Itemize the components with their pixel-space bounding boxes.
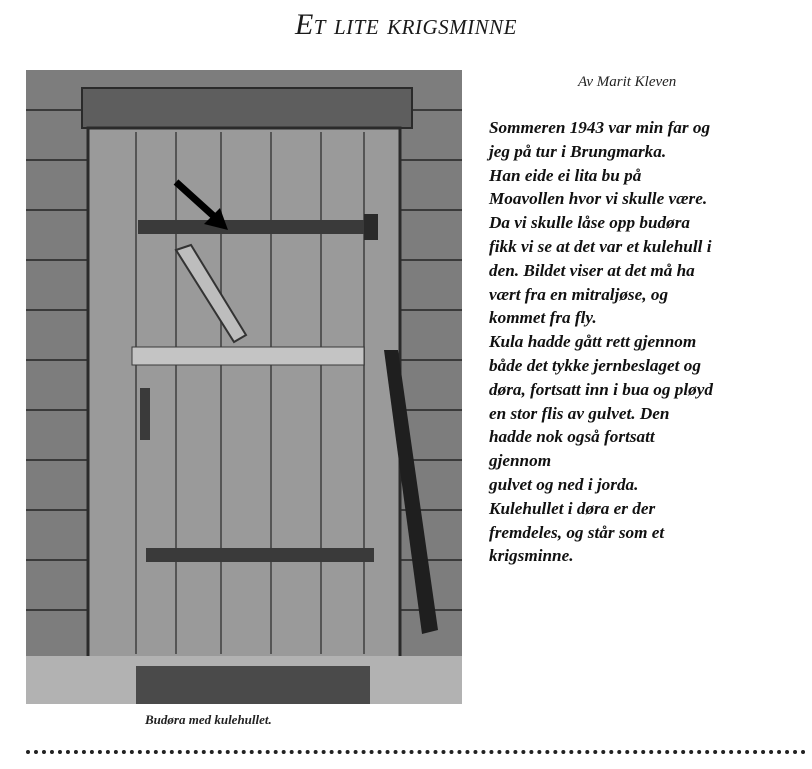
body-line: gjennom [489,451,552,471]
body-line: Da vi skulle låse opp budøra [489,213,691,233]
body-line: hadde nok også fortsatt [489,427,655,447]
photo-caption: Budøra med kulehullet. [145,712,272,727]
body-line: Moavollen hvor vi skulle være. [489,189,708,209]
body-line: Kula hadde gått rett gjennom [489,332,697,352]
body-line: døra, fortsatt inn i bua og pløyd [489,379,713,399]
dotted-divider [26,750,806,754]
door-illustration [26,70,462,704]
body-line: kommet fra fly. [489,308,597,328]
body-line: jeg på tur i Brungmarka. [489,141,667,161]
byline: Av Marit Kleven [578,74,677,90]
body-line: fikk vi se at det var et kulehull i [489,236,712,256]
body-line: en stor flis av gulvet. Den [489,403,670,423]
body-line: Kulehullet i døra er der [489,498,656,518]
body-line: Sommeren 1943 var min far og [489,118,711,137]
article-title: Et lite krigsminne [294,8,517,41]
body-line: Han eide ei lita bu på [489,165,642,185]
body-line: vært fra en mitraljøse, og [489,284,669,304]
body-line: den. Bildet viser at det må ha [489,260,695,280]
article-body [489,116,809,568]
body-line: både det tykke jernbeslaget og [489,355,701,375]
door-photo [26,70,462,704]
body-line: fremdeles, og står som et [489,522,665,542]
body-line: gulvet og ned i jorda. [489,474,639,494]
body-line: krigsminne. [489,546,574,566]
